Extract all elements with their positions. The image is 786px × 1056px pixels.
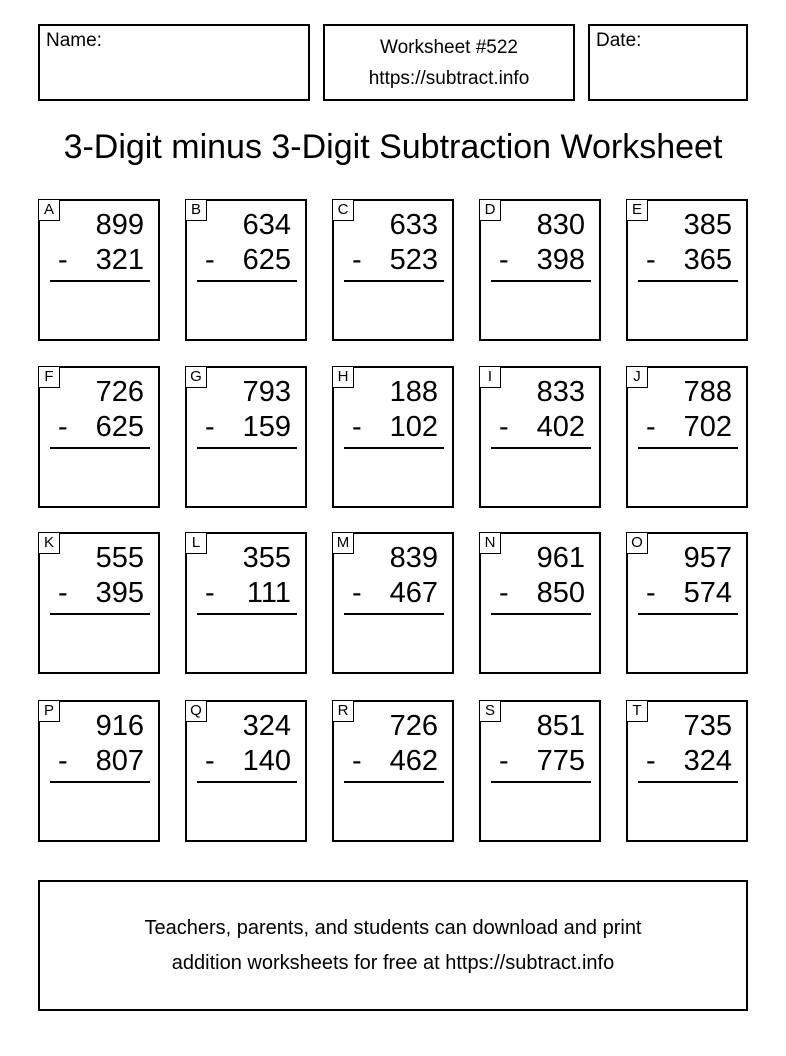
minuend: 324 bbox=[242, 710, 291, 742]
subtrahend: 402 bbox=[536, 411, 585, 443]
problem-box[interactable] bbox=[185, 700, 307, 842]
answer-line bbox=[638, 280, 738, 282]
minus-sign: - bbox=[205, 244, 215, 276]
problem-letter: G bbox=[185, 366, 207, 388]
answer-line bbox=[638, 447, 738, 449]
problem-letter: I bbox=[479, 366, 501, 388]
minus-sign: - bbox=[352, 244, 362, 276]
problem-letter: D bbox=[479, 199, 501, 221]
problem-letter: F bbox=[38, 366, 60, 388]
worksheet-info-box bbox=[323, 24, 575, 101]
subtrahend: 321 bbox=[95, 244, 144, 276]
date-field[interactable] bbox=[588, 24, 748, 101]
subtrahend: 702 bbox=[683, 411, 732, 443]
problem-letter: N bbox=[479, 532, 501, 554]
minus-sign: - bbox=[499, 745, 509, 777]
subtrahend: 850 bbox=[536, 577, 585, 609]
subtrahend: 462 bbox=[389, 745, 438, 777]
problem-box[interactable] bbox=[185, 366, 307, 508]
subtrahend: 324 bbox=[683, 745, 732, 777]
footer-line: addition worksheets for free at https://subtract.info bbox=[171, 952, 615, 974]
problem-box[interactable] bbox=[332, 532, 454, 674]
subtrahend: 625 bbox=[242, 244, 291, 276]
minus-sign: - bbox=[646, 577, 656, 609]
answer-line bbox=[344, 781, 444, 783]
subtrahend: 467 bbox=[389, 577, 438, 609]
problem-letter: O bbox=[626, 532, 648, 554]
minus-sign: - bbox=[58, 244, 68, 276]
answer-line bbox=[197, 613, 297, 615]
problem-letter: H bbox=[332, 366, 354, 388]
problem-box[interactable] bbox=[626, 532, 748, 674]
minuend: 833 bbox=[536, 376, 585, 408]
name-label: Name: bbox=[46, 30, 102, 51]
minus-sign: - bbox=[646, 244, 656, 276]
minuend: 851 bbox=[536, 710, 585, 742]
name-field[interactable] bbox=[38, 24, 310, 101]
minus-sign: - bbox=[58, 577, 68, 609]
problem-box[interactable] bbox=[479, 532, 601, 674]
minus-sign: - bbox=[205, 745, 215, 777]
problem-letter: K bbox=[38, 532, 60, 554]
minuend: 634 bbox=[242, 209, 291, 241]
minuend: 899 bbox=[95, 209, 144, 241]
subtrahend: 365 bbox=[683, 244, 732, 276]
worksheet-number: Worksheet #522 bbox=[379, 37, 518, 58]
subtrahend: 807 bbox=[95, 745, 144, 777]
problem-box[interactable] bbox=[626, 700, 748, 842]
subtrahend: 523 bbox=[389, 244, 438, 276]
subtrahend: 102 bbox=[389, 411, 438, 443]
subtrahend: 159 bbox=[242, 411, 291, 443]
minus-sign: - bbox=[499, 244, 509, 276]
answer-line bbox=[197, 447, 297, 449]
answer-line bbox=[638, 781, 738, 783]
minuend: 830 bbox=[536, 209, 585, 241]
answer-line bbox=[491, 280, 591, 282]
problem-letter: S bbox=[479, 700, 501, 722]
date-label: Date: bbox=[596, 30, 642, 51]
page-title: 3-Digit minus 3-Digit Subtraction Worksheet bbox=[63, 128, 723, 166]
minuend: 735 bbox=[683, 710, 732, 742]
minuend: 726 bbox=[95, 376, 144, 408]
answer-line bbox=[197, 781, 297, 783]
minuend: 555 bbox=[95, 542, 144, 574]
answer-line bbox=[50, 613, 150, 615]
problem-box[interactable] bbox=[332, 199, 454, 341]
answer-line bbox=[197, 280, 297, 282]
minus-sign: - bbox=[205, 411, 215, 443]
answer-line bbox=[638, 613, 738, 615]
minuend: 355 bbox=[242, 542, 291, 574]
problem-letter: E bbox=[626, 199, 648, 221]
minus-sign: - bbox=[58, 745, 68, 777]
subtrahend: 111 bbox=[246, 577, 291, 609]
answer-line bbox=[491, 781, 591, 783]
problem-letter: L bbox=[185, 532, 207, 554]
footer-note bbox=[38, 880, 748, 1011]
answer-line bbox=[344, 280, 444, 282]
subtrahend: 574 bbox=[683, 577, 732, 609]
problem-letter: J bbox=[626, 366, 648, 388]
problem-letter: P bbox=[38, 700, 60, 722]
answer-line bbox=[50, 280, 150, 282]
problem-letter: A bbox=[38, 199, 60, 221]
problem-box[interactable] bbox=[332, 700, 454, 842]
answer-line bbox=[344, 613, 444, 615]
minus-sign: - bbox=[205, 577, 215, 609]
subtrahend: 395 bbox=[95, 577, 144, 609]
answer-line bbox=[491, 447, 591, 449]
answer-line bbox=[491, 613, 591, 615]
problem-box[interactable] bbox=[626, 199, 748, 341]
worksheet-url: https://subtract.info bbox=[368, 68, 530, 89]
minuend: 916 bbox=[95, 710, 144, 742]
minuend: 839 bbox=[389, 542, 438, 574]
answer-line bbox=[50, 447, 150, 449]
problem-box[interactable] bbox=[185, 199, 307, 341]
problem-box[interactable] bbox=[38, 700, 160, 842]
problem-box[interactable] bbox=[479, 199, 601, 341]
minuend: 726 bbox=[389, 710, 438, 742]
problem-letter: Q bbox=[185, 700, 207, 722]
footer-line: Teachers, parents, and students can download and print bbox=[144, 917, 642, 939]
minus-sign: - bbox=[499, 577, 509, 609]
problem-letter: T bbox=[626, 700, 648, 722]
minus-sign: - bbox=[352, 745, 362, 777]
subtrahend: 398 bbox=[536, 244, 585, 276]
minuend: 957 bbox=[683, 542, 732, 574]
problem-box[interactable] bbox=[479, 366, 601, 508]
minuend: 788 bbox=[683, 376, 732, 408]
subtrahend: 625 bbox=[95, 411, 144, 443]
subtrahend: 775 bbox=[536, 745, 585, 777]
problem-box[interactable] bbox=[38, 199, 160, 341]
problem-box[interactable] bbox=[626, 366, 748, 508]
answer-line bbox=[344, 447, 444, 449]
problem-letter: M bbox=[332, 532, 354, 554]
minus-sign: - bbox=[58, 411, 68, 443]
minuend: 633 bbox=[389, 209, 438, 241]
minuend: 793 bbox=[242, 376, 291, 408]
problem-letter: C bbox=[332, 199, 354, 221]
problem-box[interactable] bbox=[185, 532, 307, 674]
problem-box[interactable] bbox=[38, 532, 160, 674]
minus-sign: - bbox=[352, 411, 362, 443]
problem-box[interactable] bbox=[38, 366, 160, 508]
minuend: 385 bbox=[683, 209, 732, 241]
problem-box[interactable] bbox=[332, 366, 454, 508]
minus-sign: - bbox=[646, 745, 656, 777]
problem-letter: B bbox=[185, 199, 207, 221]
minuend: 961 bbox=[536, 542, 585, 574]
minuend: 188 bbox=[389, 376, 438, 408]
answer-line bbox=[50, 781, 150, 783]
problem-box[interactable] bbox=[479, 700, 601, 842]
subtrahend: 140 bbox=[242, 745, 291, 777]
minus-sign: - bbox=[646, 411, 656, 443]
minus-sign: - bbox=[352, 577, 362, 609]
minus-sign: - bbox=[499, 411, 509, 443]
problem-letter: R bbox=[332, 700, 354, 722]
